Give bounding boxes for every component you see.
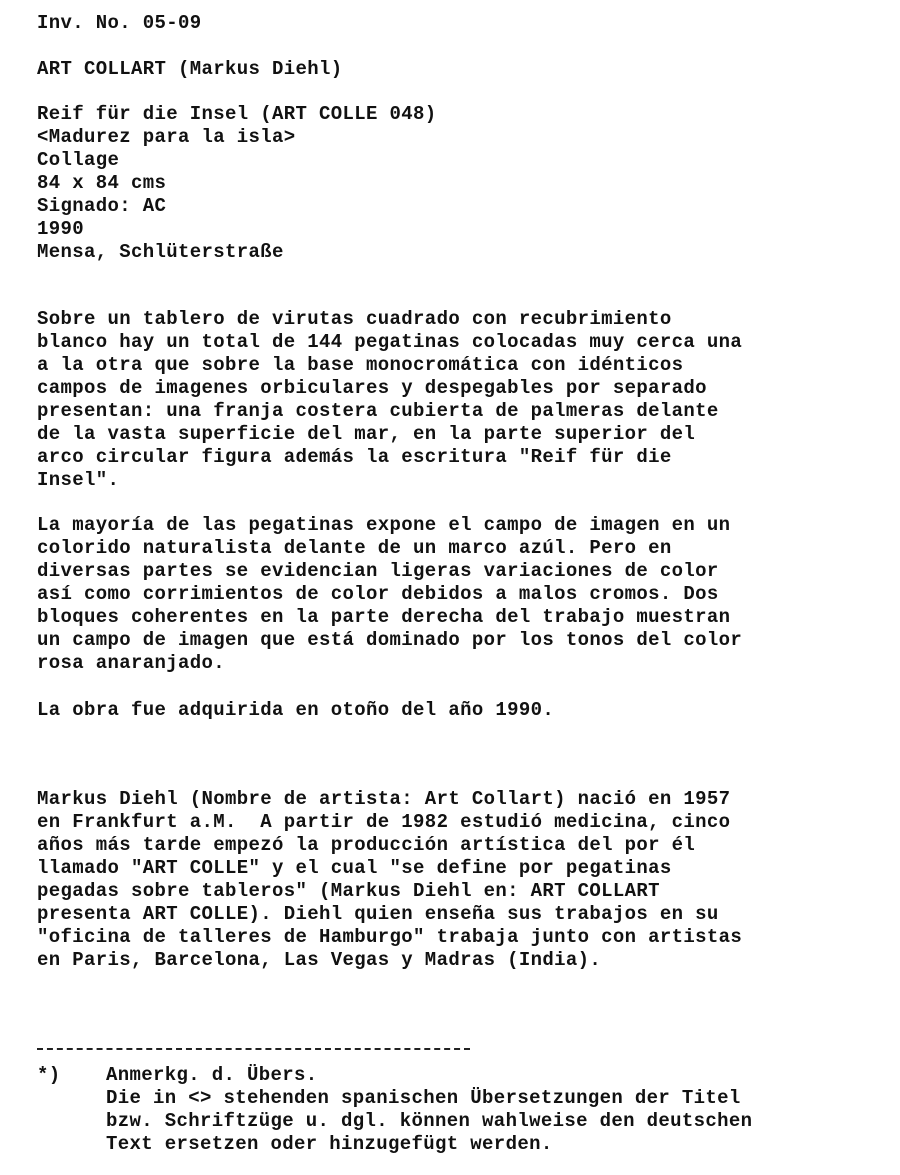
inventory-number: Inv. No. 05-09 [37,12,202,34]
text-line: en Frankfurt a.M. A partir de 1982 estudió medicina, cinco [37,811,731,833]
footnote-line: Text ersetzen oder hinzugefügt werden. [106,1133,553,1155]
text-line: presenta ART COLLE). Diehl quien enseña sus trabajos en su [37,903,719,925]
text-line: de la vasta superficie del mar, en la parte superior del [37,423,696,445]
text-line: bloques coherentes en la parte derecha del trabajo muestran [37,606,731,628]
text-line: diversas partes se evidencian ligeras variaciones de color [37,560,719,582]
text-line: rosa anaranjado. [37,652,226,674]
text-line: llamado "ART COLLE" y el cual "se define por pegatinas [37,857,672,879]
footnote-marker: *) [37,1064,61,1086]
artist-heading: ART COLLART (Markus Diehl) [37,58,343,80]
text-line: así como corrimientos de color debidos a malos cromos. Dos [37,583,719,605]
text-line: colorido naturalista delante de un marco azúl. Pero en [37,537,672,559]
text-line: Sobre un tablero de virutas cuadrado con recubrimiento [37,308,672,330]
artwork-signature: Signado: AC [37,195,167,217]
text-line: Insel". [37,469,120,491]
text-line: presentan: una franja costera cubierta de palmeras delante [37,400,719,422]
text-line: La mayoría de las pegatinas expone el campo de imagen en un [37,514,731,536]
text-line: en Paris, Barcelona, Las Vegas y Madras (India). [37,949,602,971]
text-line: un campo de imagen que está dominado por los tonos del color [37,629,743,651]
text-line: Markus Diehl (Nombre de artista: Art Collart) nació en 1957 [37,788,731,810]
footnote-line: Die in <> stehenden spanischen Übersetzungen der Titel [106,1087,741,1109]
footnote-line: Anmerkg. d. Übers. [106,1064,318,1086]
artwork-dimensions: 84 x 84 cms [37,172,167,194]
footnote-line: bzw. Schriftzüge u. dgl. können wahlweise den deutschen [106,1110,753,1132]
footnote-divider [37,1048,470,1050]
text-line: "oficina de talleres de Hamburgo" trabaja junto con artistas [37,926,743,948]
text-line: pegadas sobre tableros" (Markus Diehl en: ART COLLART [37,880,660,902]
artwork-technique: Collage [37,149,120,171]
text-line: años más tarde empezó la producción artística del por él [37,834,696,856]
artwork-title: Reif für die Insel (ART COLLE 048) [37,103,437,125]
text-line: campos de imagenes orbiculares y despegables por separado [37,377,707,399]
text-line: blanco hay un total de 144 pegatinas colocadas muy cerca una [37,331,743,353]
artwork-title-translation: <Madurez para la isla> [37,126,296,148]
artwork-location: Mensa, Schlüterstraße [37,241,284,263]
artwork-year: 1990 [37,218,85,240]
text-line: a la otra que sobre la base monocromática con idénticos [37,354,684,376]
acquisition-note: La obra fue adquirida en otoño del año 1990. [37,699,555,721]
text-line: arco circular figura además la escritura "Reif für die [37,446,672,468]
